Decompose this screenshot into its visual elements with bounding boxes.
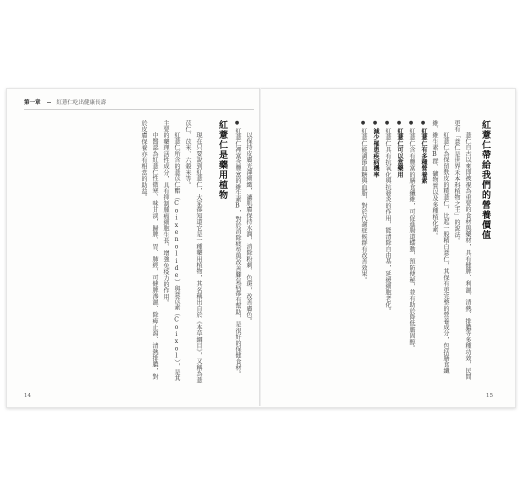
bullet-item: ● 紅薏仁能調節血糖與血脂，對於代謝症候群有改善效果。 — [357, 120, 369, 384]
bullet-item — [417, 120, 429, 384]
left-page-heading: 紅薏仁是藥用植物 — [217, 120, 227, 200]
page-number-right: 15 — [486, 393, 493, 399]
header-rule — [24, 109, 254, 110]
bullet-item: ● 紅薏仁具有抗氧化與抗發炎的作用，能清除自由基，延緩細胞老化。 — [381, 120, 393, 384]
paragraph: 中醫認為紅薏仁性微寒、味甘淡，歸脾、胃、肺經，可健脾滲濕、除痺止瀉、清熱排膿，對於皮膚保養亦有相當的助益。 — [140, 120, 158, 380]
right-page — [268, 120, 494, 384]
bullet-item — [393, 120, 405, 384]
book-spine — [259, 88, 261, 406]
paragraph: 現在只要說到紅薏仁，大家都知道它是一種藥用植物，其名稱出自於《本草綱目》，又稱為薏苡仁、苡米、六穀米等。 — [184, 120, 202, 384]
emphasis: 紅薏仁有多種營養素 — [420, 128, 427, 185]
header-divider — [47, 102, 51, 103]
right-page-heading: 紅薏仁帶給我們的營養價值 — [480, 120, 490, 240]
emphasis: 減少罹患疾病機率 — [372, 128, 379, 178]
chapter-label: 第一章 — [24, 100, 41, 106]
emphasis: 紅薏仁可以當藥用 — [396, 128, 403, 178]
paragraph: 紅薏仁所含的薏苡仁酯（Coixenolide）與薏苡素（Coixol），是其主要的藥理活性成分，具有抑制腫瘤細胞生長、增強免疫力的作用。 — [162, 120, 180, 382]
bullet-item — [369, 120, 381, 384]
page-number-left: 14 — [24, 393, 31, 399]
left-page — [24, 120, 254, 384]
bullet-item: ● 紅薏仁裡富含豐富的維生素B，對於消除疲勞與改善腳氣病都有幫助，是很好的保健食材。 — [231, 120, 243, 384]
running-title: 紅薏仁吃出健康長壽 — [56, 100, 107, 106]
paragraph: 以保持皮膚光澤細緻，讓肌膚保持水潤，消除粉刺、色斑，改善膚色。 — [245, 132, 252, 325]
running-header — [24, 97, 254, 107]
paragraph: 薏仁自古以來即被視為重要的食材與藥材，具有健脾、利濕、清熱、排膿等多種功效，民間更有「薏仁是世界禾本科植物之王」的說法。 — [453, 120, 471, 380]
paragraph: 紅薏仁為保留麩皮的糙薏仁，比起一般精白薏仁，其保有更完整的營養成分，包括膳食纖維、維生素B群、礦物質以及多種植化素。 — [431, 120, 449, 374]
bullet-item: ● 紅薏仁含有豐富的膳食纖維，可促進腸道蠕動，預防便秘，並有助於降低膽固醇。 — [405, 120, 417, 384]
